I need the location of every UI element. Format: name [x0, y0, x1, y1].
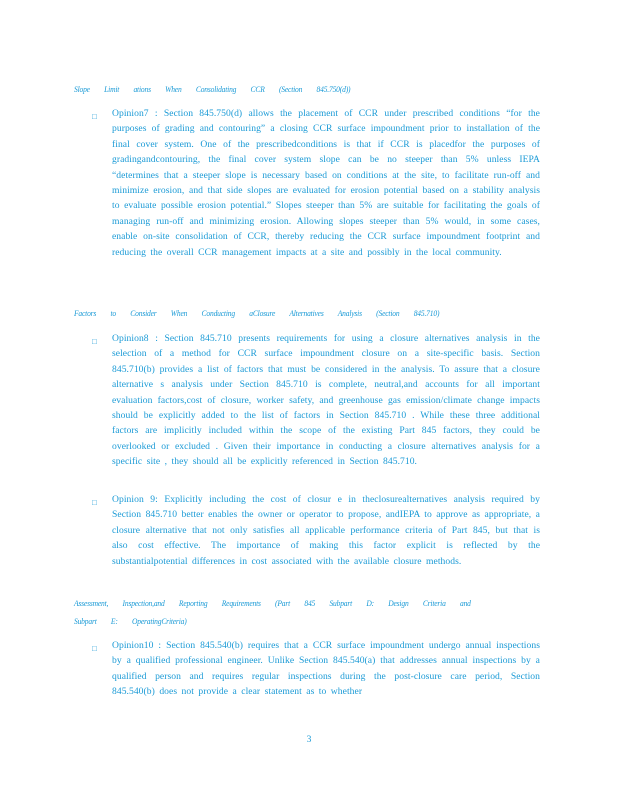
paragraph-opinion-9: Opinion 9: Explicitly including the cost of closur e in theclosurealternatives analysis required by Section 845.710 better enables the owner or operator to propose, andIEPA to approve as appropriate, a closure alternative that not only satisfies all applicable performance criteria of Part 845, but that is also cost effective. The importance of making this factor explicit is reflected by the substantialpotential differences in cost associated with the available closure methods. — [112, 494, 540, 567]
bullet-icon: □ — [92, 112, 97, 121]
section-heading-factors-to-consider: Factors to Consider When Conducting aClosure Alternatives Analysis (Section 845.710) — [74, 309, 440, 318]
paragraph-opinion-8: Opinion8 : Section 845.710 presents requirements for using a closure alternatives analysis in the selection of a method for CCR surface impoundment closure on a site-specific basis. Section 845.710(b) provides a list of factors that must be considered in the analysis. To assure that a closure alternative s analysis under Section 845.710 is complete, neutral,and accounts for all important evaluation factors,cost of closure, worker safety, and greenhouse gas emission/climate change impacts should be explicitly added to the list of factors in Section 845.710 . While these three additional factors are implicitly included within the scope of the existing Part 845 factors, they could be overlooked or excluded . Given their importance in conducting a closure alternatives analysis for a specific site , they should all be explicitly referenced in Section 845.710. — [112, 333, 540, 468]
paragraph-opinion-7: Opinion7 : Section 845.750(d) allows the placement of CCR under prescribed conditions “for the purposes of grading and contouring” a closing CCR surface impoundment prior to installation of the final cover system. One of the prescribedconditions is that if CCR is placedfor the purposes of gradingandcontouring, the final cover system slope can be no steeper than 5% unless IEPA “determines that a steeper slope is necessary based on conditions at the site, to facilitate run-off and minimize erosion, and that side slopes are evaluated for erosion potential based on a stability analysis to evaluate possible erosion potential.” Slopes steeper than 5% are suitable for facilitating the goals of managing run-off and minimizing erosion. Allowing slopes steeper than 5% would, in some cases, enable on-site consolidation of CCR, thereby reducing the CCR surface impoundment footprint and reducing the overall CCR management impacts at a site and possibly in the local community. — [112, 108, 540, 258]
section-heading-assessment-line-2: Subpart E: OperatingCriteria) — [74, 617, 187, 626]
bullet-icon: □ — [92, 644, 97, 653]
section-heading-assessment-line-1: Assessment, Inspection,and Reporting Requirements (Part 845 Subpart D: Design Criteria and — [74, 599, 471, 608]
section-heading-slope-limitations: Slope Limit ations When Consolidating CCR (Section 845.750(d)) — [74, 85, 351, 94]
page-number: 3 — [306, 734, 312, 745]
bullet-icon: □ — [92, 498, 97, 507]
paragraph-opinion-10: Opinion10 : Section 845.540(b) requires that a CCR surface impoundment undergo annual inspections by a qualified professional engineer. Unlike Section 845.540(a) that addresses annual inspections by a qualified person and requires regular inspections during the post-closure care period, Section 845.540(b) does not provide a clear statement as to whether — [112, 640, 540, 698]
bullet-icon: □ — [92, 337, 97, 346]
